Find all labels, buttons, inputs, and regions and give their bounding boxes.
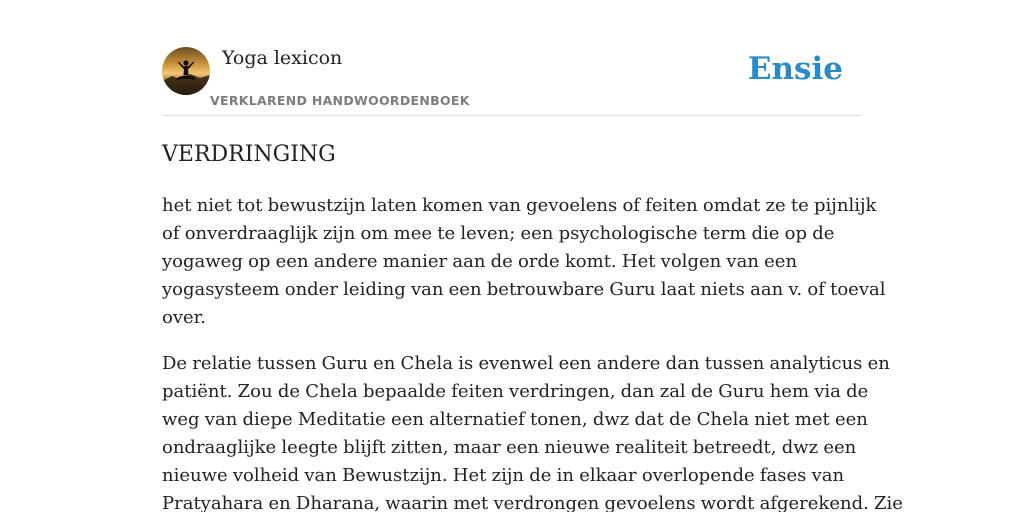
entry-term: VERDRINGING — [162, 142, 336, 167]
avatar[interactable] — [162, 47, 210, 95]
definition-line: of onverdraaglijk zijn om mee te leven; een psychologische term die op de — [162, 223, 835, 244]
lexicon-subtitle: VERKLAREND HANDWOORDENBOEK — [210, 93, 470, 108]
definition-line: patiënt. Zou de Chela bepaalde feiten verdringen, dan zal de Guru hem via de — [162, 381, 869, 402]
definition-line: yogaweg op een andere manier aan de orde komt. Het volgen van een — [162, 251, 798, 272]
definition-line: De relatie tussen Guru en Chela is evenwel een andere dan tussen analyticus en — [162, 353, 890, 374]
definition-line: over. — [162, 307, 207, 328]
definition-line: weg van diepe Meditatie een alternatief tonen, dwz dat de Chela niet met een — [162, 409, 868, 430]
ensie-logo-link[interactable]: Ensie — [747, 51, 843, 87]
definition-line: het niet tot bewustzijn laten komen van gevoelens of feiten omdat ze te pijnlijk — [162, 195, 877, 216]
header-divider — [162, 115, 862, 116]
entry-definition — [162, 192, 903, 512]
lexicon-title[interactable]: Yoga lexicon — [222, 47, 343, 69]
definition-line: nieuwe volheid van Bewustzijn. Het zijn de in elkaar overlopende fases van — [162, 465, 845, 486]
definition-line: Pratyahara en Dharana, waarin met verdrongen gevoelens wordt afgerekend. Zie — [162, 493, 903, 512]
definition-paragraph-2 — [162, 350, 903, 512]
definition-paragraph-1 — [162, 192, 886, 332]
definition-line: ondraaglijke leegte blijft zitten, maar een nieuwe realiteit betreedt, dwz een — [162, 437, 857, 458]
definition-line: yogasysteem onder leiding van een betrouwbare Guru laat niets aan v. of toeval — [162, 279, 886, 300]
